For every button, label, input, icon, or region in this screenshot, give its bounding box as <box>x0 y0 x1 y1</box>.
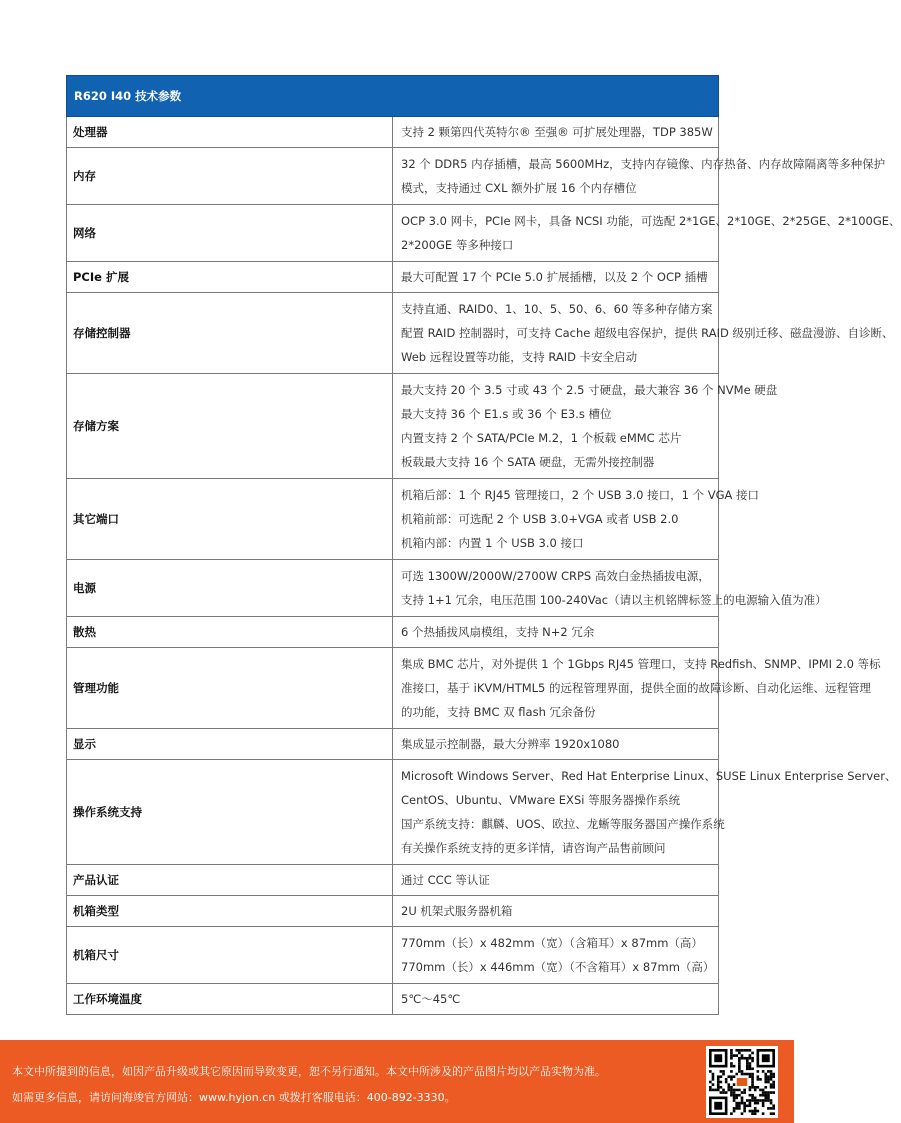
table-row <box>67 148 719 205</box>
value-line: 的功能，支持 BMC 双 flash 冗余备份 <box>401 705 596 719</box>
table-row <box>67 865 719 896</box>
value-line: Web 远程设置等功能，支持 RAID 卡安全启动 <box>401 350 638 364</box>
table-row <box>67 760 719 865</box>
value-line: 最大可配置 17 个 PCIe 5.0 扩展插槽，以及 2 个 OCP 插槽 <box>401 270 708 284</box>
table-title: R620 I40 技术参数 <box>67 76 719 117</box>
value-line: 2*200GE 等多种接口 <box>401 238 514 252</box>
footer-banner <box>0 1040 794 1123</box>
value-line: 集成显示控制器，最大分辨率 1920x1080 <box>401 737 620 751</box>
row-value <box>393 148 886 205</box>
value-line: 机箱内部：内置 1 个 USB 3.0 接口 <box>401 536 584 550</box>
footer-contact: 如需更多信息，请访问海竣官方网站：www.hyjon.cn 或拨打客服电话：400-892-3330。 <box>12 1091 456 1104</box>
table-row <box>67 927 719 984</box>
table-row <box>67 729 719 760</box>
row-label: 产品认证 <box>67 865 393 896</box>
row-label: 机箱类型 <box>67 896 393 927</box>
table-row <box>67 896 719 927</box>
row-label: 显示 <box>67 729 393 760</box>
row-value <box>393 617 719 648</box>
row-value <box>393 374 778 479</box>
table-row <box>67 374 719 479</box>
qr-code-icon <box>706 1046 778 1118</box>
value-line: 5℃～45℃ <box>401 992 461 1006</box>
value-line: 模式，支持通过 CXL 额外扩展 16 个内存槽位 <box>401 181 637 195</box>
row-label: 工作环境温度 <box>67 984 393 1015</box>
row-value <box>393 729 719 760</box>
row-label: 内存 <box>67 148 393 205</box>
value-line: 6 个热插拔风扇模组，支持 N+2 冗余 <box>401 625 595 639</box>
value-line: 770mm（长）x 482mm（宽）（含箱耳）x 87mm（高） <box>401 936 703 950</box>
row-label: 处理器 <box>67 117 393 148</box>
row-value <box>393 927 719 984</box>
row-label: 散热 <box>67 617 393 648</box>
row-label: 存储控制器 <box>67 293 393 374</box>
value-line: 国产系统支持：麒麟、UOS、欧拉、龙蜥等服务器国产操作系统 <box>401 817 725 831</box>
row-label: 电源 <box>67 560 393 617</box>
row-label: 机箱尺寸 <box>67 927 393 984</box>
row-label: 存储方案 <box>67 374 393 479</box>
value-line: 支持直通、RAID0、1、10、5、50、6、60 等多种存储方案 <box>401 302 713 316</box>
value-line: 有关操作系统支持的更多详情，请咨询产品售前顾问 <box>401 841 666 855</box>
table-row <box>67 479 719 560</box>
value-line: 内置支持 2 个 SATA/PCIe M.2，1 个板载 eMMC 芯片 <box>401 431 682 445</box>
table-row <box>67 262 719 293</box>
value-line: 最大支持 20 个 3.5 寸或 43 个 2.5 寸硬盘，最大兼容 36 个 NVMe 硬盘 <box>401 383 778 397</box>
value-line: 可选 1300W/2000W/2700W CRPS 高效白金热插拔电源， <box>401 569 710 583</box>
row-value <box>393 648 881 729</box>
row-value <box>393 293 894 374</box>
row-value <box>393 560 827 617</box>
value-line: 2U 机架式服务器机箱 <box>401 904 513 918</box>
row-label: 操作系统支持 <box>67 760 393 865</box>
table-row <box>67 205 719 262</box>
row-value <box>393 205 901 262</box>
value-line: 支持 2 颗第四代英特尔® 至强® 可扩展处理器，TDP 385W <box>401 125 713 139</box>
table-header-row <box>67 76 719 117</box>
value-line: Microsoft Windows Server、Red Hat Enterprise Linux、SUSE Linux Enterprise Server、 <box>401 769 897 783</box>
row-value <box>393 117 719 148</box>
value-line: 支持 1+1 冗余，电压范围 100-240Vac（请以主机铭牌标签上的电源输入值为准） <box>401 593 827 607</box>
value-line: 最大支持 36 个 E1.s 或 36 个 E3.s 槽位 <box>401 407 612 421</box>
row-label: 网络 <box>67 205 393 262</box>
value-line: 集成 BMC 芯片，对外提供 1 个 1Gbps RJ45 管理口，支持 Redfish、SNMP、IPMI 2.0 等标 <box>401 657 881 671</box>
table-row <box>67 117 719 148</box>
value-line: CentOS、Ubuntu、VMware EXSi 等服务器操作系统 <box>401 793 681 807</box>
value-line: 通过 CCC 等认证 <box>401 873 490 887</box>
row-value <box>393 760 897 865</box>
row-value <box>393 984 719 1015</box>
value-line: 机箱前部：可选配 2 个 USB 3.0+VGA 或者 USB 2.0 <box>401 512 679 526</box>
row-label: 其它端口 <box>67 479 393 560</box>
footer-disclaimer: 本文中所提到的信息，如因产品升级或其它原因而导致变更，恕不另行通知。本文中所涉及的产品图片均以产品实物为准。 <box>12 1065 606 1078</box>
value-line: 机箱后部：1 个 RJ45 管理接口，2 个 USB 3.0 接口，1 个 VGA 接口 <box>401 488 760 502</box>
row-label: PCIe 扩展 <box>67 262 393 293</box>
row-value <box>393 479 760 560</box>
row-value <box>393 896 719 927</box>
value-line: 板载最大支持 16 个 SATA 硬盘，无需外接控制器 <box>401 455 655 469</box>
value-line: 32 个 DDR5 内存插槽，最高 5600MHz，支持内存镜像、内存热备、内存故障隔离等多种保护 <box>401 157 886 171</box>
value-line: 配置 RAID 控制器时，可支持 Cache 超级电容保护，提供 RAID 级别迁移、磁盘漫游、自诊断、 <box>401 326 894 340</box>
row-value <box>393 262 719 293</box>
table-row <box>67 560 719 617</box>
value-line: 770mm（长）x 446mm（宽）（不含箱耳）x 87mm（高） <box>401 960 715 974</box>
value-line: OCP 3.0 网卡，PCIe 网卡，具备 NCSI 功能，可选配 2*1GE、2*10GE、2*25GE、2*100GE、 <box>401 214 901 228</box>
row-label: 管理功能 <box>67 648 393 729</box>
table-row <box>67 293 719 374</box>
table-row <box>67 648 719 729</box>
table-row <box>67 617 719 648</box>
table-row <box>67 984 719 1015</box>
value-line: 准接口，基于 iKVM/HTML5 的远程管理界面，提供全面的故障诊断、自动化运维、远程管理 <box>401 681 872 695</box>
row-value <box>393 865 719 896</box>
spec-table <box>66 75 901 1015</box>
